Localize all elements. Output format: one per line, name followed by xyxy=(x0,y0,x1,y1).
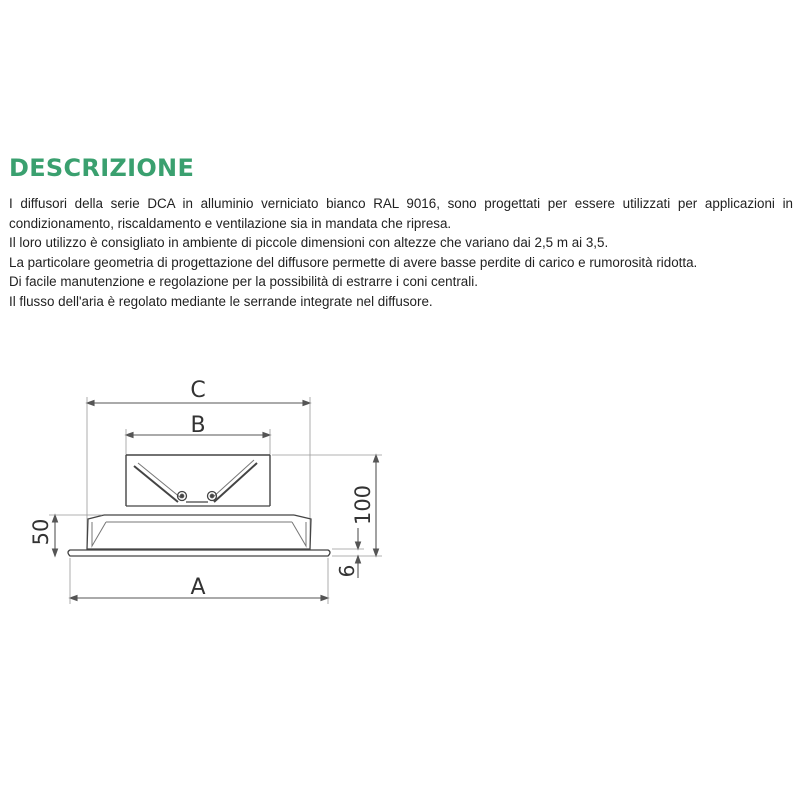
damper-pivot-right-center xyxy=(210,494,214,498)
damper-blade-right-edge xyxy=(212,460,254,498)
damper-pivot-left-center xyxy=(180,494,184,498)
diffuser-rim xyxy=(68,550,330,556)
description-text xyxy=(9,194,793,312)
diffuser-housing xyxy=(87,515,311,549)
paragraph: Di facile manutenzione e regolazione per la possibilità di estrarre i coni centrali. xyxy=(9,274,478,290)
paragraph: Il flusso dell'aria è regolato mediante le serrande integrate nel diffusore. xyxy=(9,293,433,309)
label-rim: 6 xyxy=(335,564,359,578)
label-side: 50 xyxy=(29,518,53,546)
diffuser-cone-profile xyxy=(92,522,306,546)
label-a: A xyxy=(190,575,206,600)
label-height: 100 xyxy=(351,484,375,526)
paragraph: La particolare geometria di progettazione del diffusore permette di avere basse perdite di carico e rumorosità ridotta. xyxy=(9,254,698,270)
plenum-sides xyxy=(126,455,270,506)
label-c: C xyxy=(190,378,206,403)
damper-blade-left-edge xyxy=(138,463,181,498)
damper-blade-right xyxy=(214,463,257,502)
section-heading: DESCRIZIONE xyxy=(9,154,195,182)
paragraph: I diffusori della serie DCA in alluminio verniciato bianco RAL 9016, sono progettati per essere utilizzati per applicazioni in condizionamento, riscaldamento e ventilazione sia in mandata che ripresa. xyxy=(9,196,793,231)
paragraph: Il loro utilizzo è consigliato in ambiente di piccole dimensioni con altezze che variano dai 2,5 m ai 3,5. xyxy=(9,235,609,251)
diffuser-technical-drawing xyxy=(0,330,400,630)
dimension-arrows-rim xyxy=(356,542,361,563)
damper-blade-left xyxy=(134,466,178,502)
label-b: B xyxy=(190,413,206,438)
